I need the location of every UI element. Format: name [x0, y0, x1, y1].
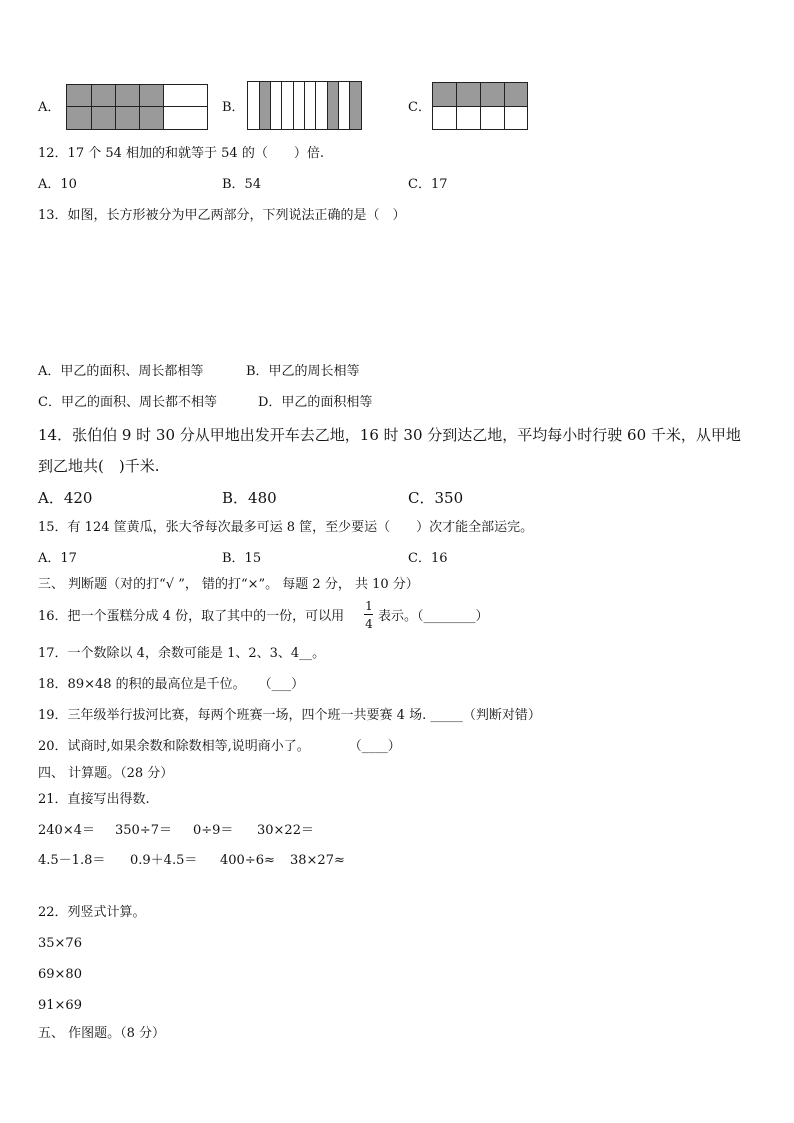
- question-22-stem: 22．列竖式计算。: [38, 905, 146, 920]
- calc-item: 4.5－1.8＝: [38, 853, 106, 868]
- vertical-calc-item: 35×76: [38, 936, 82, 951]
- question-14-stem-line2: 到乙地共( )千米.: [38, 457, 160, 475]
- question-17: 17．一个数除以 4，余数可能是 1、2、3、4__。: [38, 646, 326, 661]
- q11-figure-c: [432, 82, 528, 130]
- q12-option-b: B．54: [222, 177, 262, 192]
- question-15-stem: 15．有 124 筐黄瓜，张大爷每次最多可运 8 筐，至少要运（ ）次才能全部运完。: [38, 520, 534, 535]
- calc-item: 400÷6≈: [220, 853, 275, 868]
- section-4-heading: 四、 计算题。（28 分）: [38, 766, 174, 781]
- q12-option-c: C．17: [408, 177, 448, 192]
- q11-option-a-label: A．: [38, 100, 61, 115]
- question-12-stem: 12．17 个 54 相加的和就等于 54 的（ ）倍.: [38, 146, 324, 161]
- q11-option-b-label: B．: [222, 100, 245, 115]
- question-19: 19．三年级举行拔河比赛，每两个班赛一场，四个班一共要赛 4 场. _____（判断对错）: [38, 708, 541, 723]
- q13-option-a: A．甲乙的面积、周长都相等: [38, 364, 204, 379]
- q13-option-d: D．甲乙的面积相等: [258, 395, 373, 410]
- question-13-stem: 13．如图，长方形被分为甲乙两部分，下列说法正确的是（ ）: [38, 208, 406, 223]
- question-16-stem-after: 表示。（________）: [378, 609, 489, 624]
- fraction-numerator: 1: [365, 599, 373, 613]
- q11-option-c-label: C．: [408, 100, 431, 115]
- vertical-calc-item: 69×80: [38, 967, 82, 982]
- question-16-stem-before: 16．把一个蛋糕分成 4 份，取了其中的一份，可以用: [38, 609, 345, 624]
- fraction-denominator: 4: [365, 617, 373, 631]
- q13-option-c: C．甲乙的面积、周长都不相等: [38, 395, 217, 410]
- question-14-stem-line1: 14．张伯伯 9 时 30 分从甲地出发开车去乙地，16 时 30 分到达乙地，平均每小时行驶 60 千米，从甲地: [38, 426, 741, 444]
- calc-item: 0÷9＝: [193, 823, 234, 838]
- q11-figure-b: [247, 81, 362, 130]
- q13-option-b: B．甲乙的周长相等: [246, 364, 360, 379]
- calc-item: 240×4＝: [38, 823, 95, 838]
- fraction-bar: [364, 614, 373, 615]
- q14-option-c: C．350: [408, 489, 464, 507]
- q15-option-a: A．17: [38, 551, 77, 566]
- calc-item: 350÷7＝: [115, 823, 172, 838]
- q15-option-b: B．15: [222, 551, 262, 566]
- q12-option-a: A．10: [38, 177, 77, 192]
- question-18: 18．89×48 的积的最高位是千位。 （___）: [38, 677, 305, 692]
- q14-option-a: A．420: [38, 489, 93, 507]
- calc-item: 0.9＋4.5＝: [130, 853, 198, 868]
- q14-option-b: B．480: [222, 489, 277, 507]
- section-5-heading: 五、 作图题。（8 分）: [38, 1026, 166, 1041]
- vertical-calc-item: 91×69: [38, 998, 82, 1013]
- calc-item: 38×27≈: [290, 853, 345, 868]
- calc-item: 30×22＝: [257, 823, 314, 838]
- q11-figure-a: [66, 84, 208, 130]
- section-3-heading: 三、 判断题（对的打“√ ”， 错的打“×”。 每题 2 分， 共 10 分）: [38, 577, 419, 592]
- question-20: 20．试商时,如果余数和除数相等,说明商小了。 （____）: [38, 739, 401, 754]
- question-21-stem: 21．直接写出得数.: [38, 792, 150, 807]
- q15-option-c: C．16: [408, 551, 448, 566]
